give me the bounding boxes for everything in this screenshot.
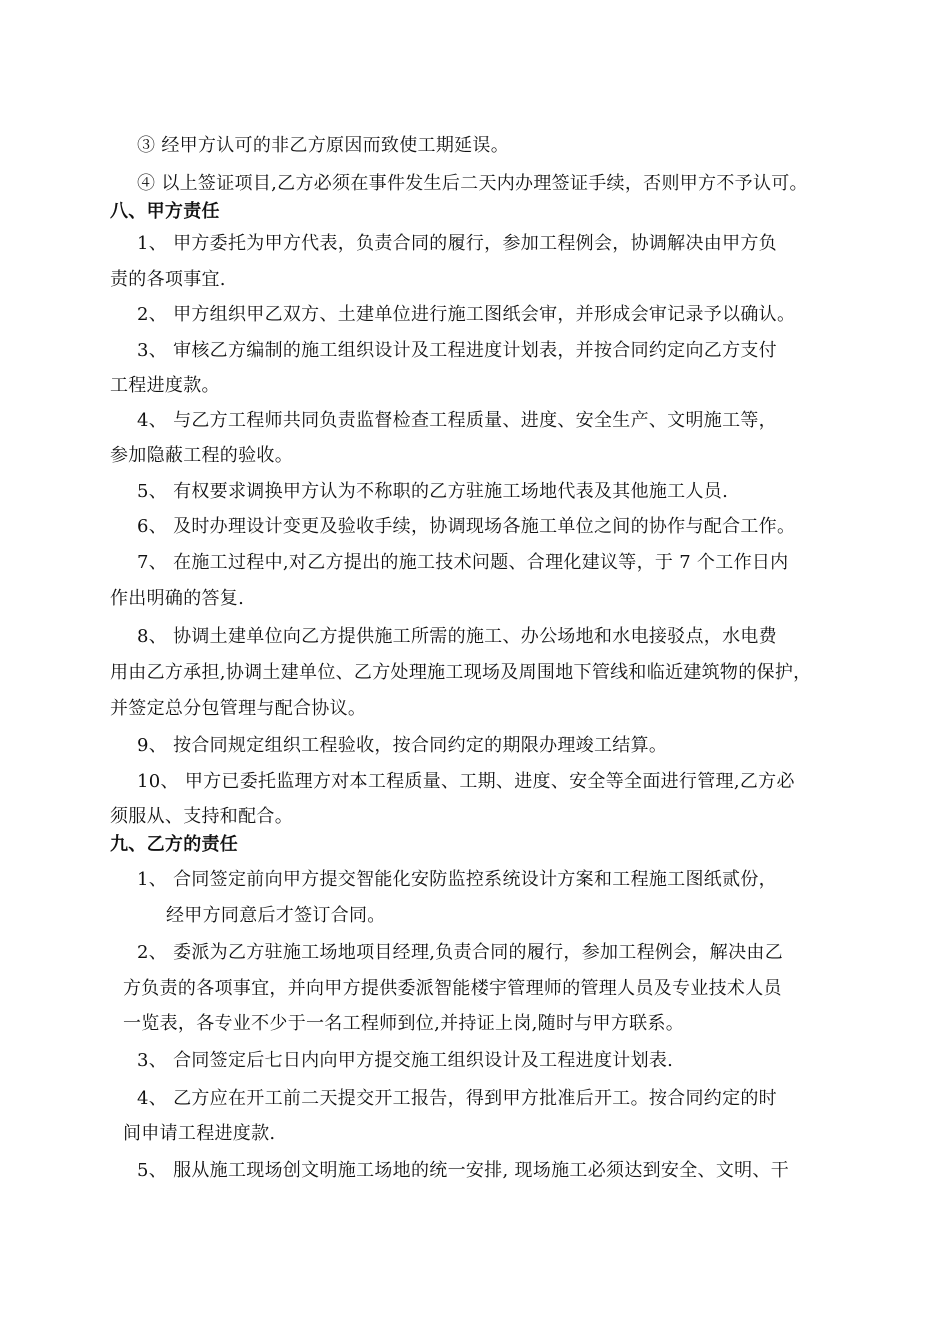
party-a-item-4-cont: 参加隐蔽工程的验收。 — [110, 445, 293, 466]
party-a-item-3-cont: 工程进度款。 — [110, 375, 220, 396]
party-a-item-7-cont: 作出明确的答复. — [110, 588, 245, 609]
party-a-item-8-cont-2: 并签定总分包管理与配合协议。 — [110, 698, 367, 719]
party-b-item-2-cont-2: 一览表，各专业不少于一名工程师到位,并持证上岗,随时与甲方联系。 — [123, 1013, 685, 1034]
party-b-item-2-cont-1: 方负责的各项事宜，并向甲方提供委派智能楼宇管理师的管理人员及专业技术人员 — [123, 978, 782, 999]
party-a-item-8-cont-1: 用由乙方承担,协调土建单位、乙方处理施工现场及周围地下管线和临近建筑物的保护， — [110, 662, 812, 683]
party-b-item-2: 2、 委派为乙方驻施工场地项目经理,负责合同的履行，参加工程例会，解决由乙 — [137, 942, 783, 963]
party-a-item-1-cont: 责的各项事宜. — [110, 269, 226, 290]
section-9-heading: 九、乙方的责任 — [110, 834, 239, 855]
party-b-item-3: 3、 合同签定后七日内向甲方提交施工组织设计及工程进度计划表. — [137, 1050, 674, 1071]
clause-7-item-3: ③ 经甲方认可的非乙方原因而致使工期延误。 — [137, 135, 510, 156]
party-a-item-7: 7、 在施工过程中,对乙方提出的施工技术问题、合理化建议等，于 7 个工作日内 — [137, 552, 789, 573]
party-a-item-6: 6、 及时办理设计变更及验收手续，协调现场各施工单位之间的协作与配合工作。 — [137, 516, 796, 537]
party-a-item-2: 2、 甲方组织甲乙双方、土建单位进行施工图纸会审，并形成会审记录予以确认。 — [137, 304, 796, 325]
party-a-item-8: 8、 协调土建单位向乙方提供施工所需的施工、办公场地和水电接驳点，水电费 — [137, 626, 777, 647]
party-a-item-5: 5、 有权要求调换甲方认为不称职的乙方驻施工场地代表及其他施工人员. — [137, 481, 729, 502]
party-b-item-4: 4、 乙方应在开工前二天提交开工报告，得到甲方批准后开工。按合同约定的时 — [137, 1088, 777, 1109]
party-a-item-3: 3、 审核乙方编制的施工组织设计及工程进度计划表，并按合同约定向乙方支付 — [137, 340, 777, 361]
party-b-item-5: 5、 服从施工现场创文明施工场地的统一安排, 现场施工必须达到安全、文明、干 — [137, 1160, 790, 1181]
section-8-heading: 八、甲方责任 — [110, 201, 220, 222]
party-a-item-4: 4、 与乙方工程师共同负责监督检查工程质量、进度、安全生产、文明施工等， — [137, 410, 777, 431]
clause-7-item-4: ④ 以上签证项目,乙方必须在事件发生后二天内办理签证手续，否则甲方不予认可。 — [137, 173, 808, 194]
party-b-item-1: 1、 合同签定前向甲方提交智能化安防监控系统设计方案和工程施工图纸贰份， — [137, 869, 777, 890]
party-a-item-10: 10、 甲方已委托监理方对本工程质量、工期、进度、安全等全面进行管理,乙方必 — [137, 771, 795, 792]
party-b-item-1-cont: 经甲方同意后才签订合同。 — [166, 905, 386, 926]
party-b-item-4-cont: 间申请工程进度款. — [123, 1123, 276, 1144]
party-a-item-10-cont: 须服从、支持和配合。 — [110, 806, 293, 827]
party-a-item-1: 1、 甲方委托为甲方代表，负责合同的履行，参加工程例会，协调解决由甲方负 — [137, 233, 777, 254]
party-a-item-9: 9、 按合同规定组织工程验收，按合同约定的期限办理竣工结算。 — [137, 735, 668, 756]
